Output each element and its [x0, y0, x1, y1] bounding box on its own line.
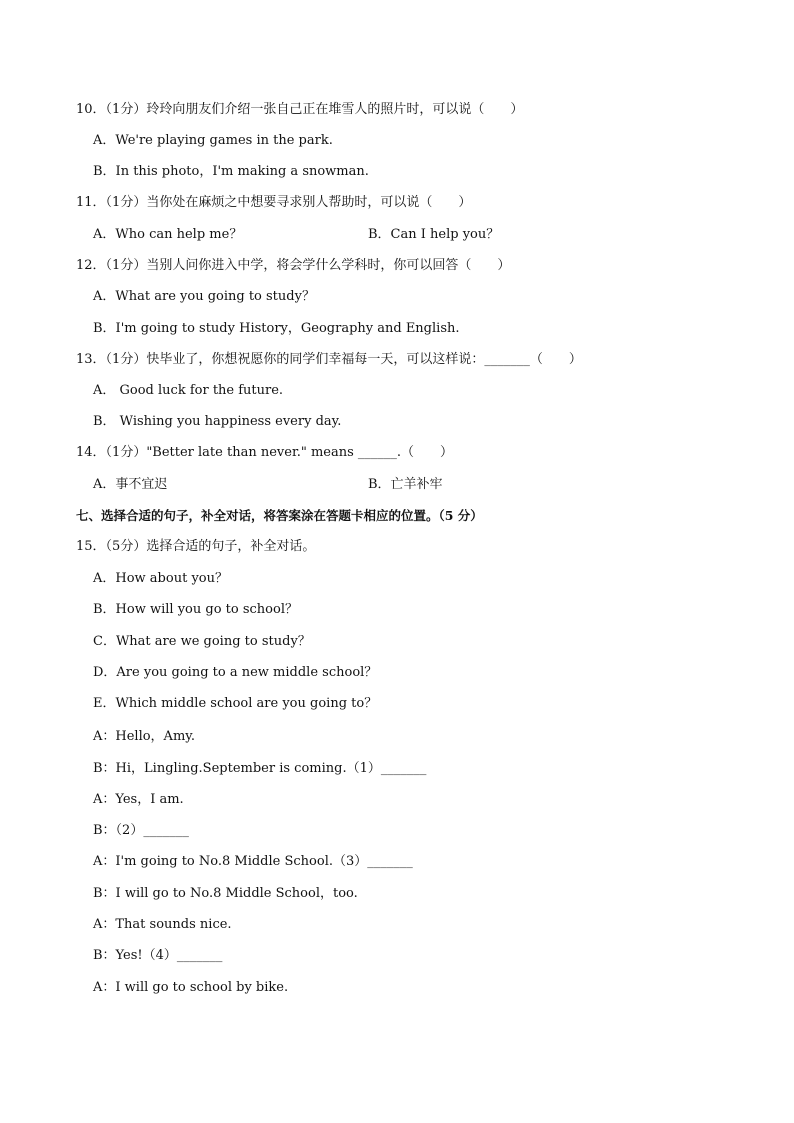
dialogue-line: B：I will go to No.8 Middle School，too. — [93, 886, 358, 901]
dialogue-line: B：Hi，Lingling.September is coming.（1）_______ — [93, 761, 427, 776]
question-11-option-a: A．Who can help me？ — [93, 227, 243, 242]
dialogue-line: A：I will go to school by bike. — [93, 980, 289, 995]
question-12-option-b: B．I'm going to study History，Geography and English. — [93, 321, 460, 336]
question-10-stem: 10．（1分）玲玲向朋友们介绍一张自己正在堆雪人的照片时，可以说（ ） — [76, 102, 524, 117]
question-15-option-b: B．How will you go to school？ — [93, 602, 298, 617]
dialogue-line: A：That sounds nice. — [93, 917, 232, 932]
question-12-option-a: A．What are you going to study？ — [93, 289, 315, 304]
question-15-option-d: D．Are you going to a new middle school？ — [93, 665, 378, 680]
question-15-option-a: A．How about you？ — [93, 571, 228, 586]
question-10-option-a: A．We're playing games in the park. — [93, 133, 333, 148]
question-13-option-b: B． Wishing you happiness every day. — [93, 414, 342, 429]
question-13-option-a: A． Good luck for the future. — [93, 383, 284, 398]
section-7-title: 七、选择合适的句子，补全对话，将答案涂在答题卡相应的位置。（5 分） — [76, 508, 483, 523]
question-14-option-a: A．事不宜迟 — [93, 477, 168, 492]
question-11-stem: 11．（1分）当你处在麻烦之中想要寻求别人帮助时，可以说（ ） — [76, 195, 472, 210]
dialogue-line: A：I'm going to No.8 Middle School.（3）_______ — [93, 854, 413, 869]
question-15-option-c: C．What are we going to study？ — [93, 634, 311, 649]
question-15-option-e: E．Which middle school are you going to？ — [93, 696, 378, 711]
dialogue-line: A：Yes，I am. — [93, 792, 184, 807]
question-12-stem: 12．（1分）当别人问你进入中学，将会学什么学科时，你可以回答（ ） — [76, 258, 511, 273]
question-10-option-b: B．In this photo，I'm making a snowman. — [93, 164, 369, 179]
dialogue-line: B：（2）_______ — [93, 823, 189, 838]
question-13-stem: 13．（1分）快毕业了，你想祝愿你的同学们幸福每一天，可以这样说：_______（ ） — [76, 352, 582, 367]
dialogue-line: A：Hello，Amy. — [93, 729, 196, 744]
question-14-stem: 14．（1分）"Better late than never." means ______.（ ） — [76, 445, 454, 460]
question-14-option-b: B．亡羊补牢 — [368, 477, 443, 492]
question-15-stem: 15．（5分）选择合适的句子，补全对话。 — [76, 539, 316, 554]
question-11-option-b: B．Can I help you？ — [368, 227, 500, 242]
dialogue-line: B：Yes!（4）_______ — [93, 948, 223, 963]
